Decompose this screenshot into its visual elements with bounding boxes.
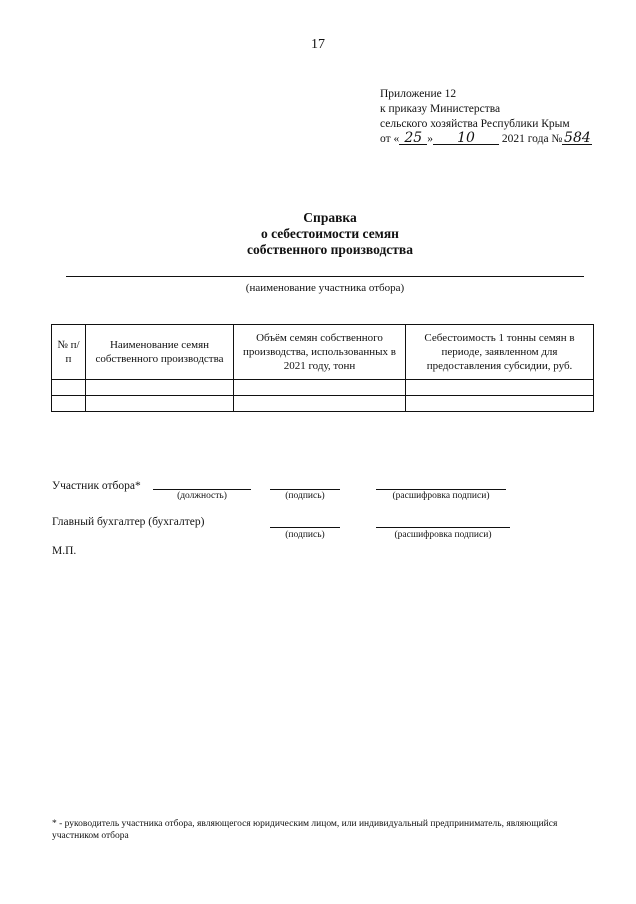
annex-line-2: к приказу Министерства [380,103,501,115]
page-number: 17 [311,37,325,52]
position-line [153,489,251,490]
participant-label: Участник отбора* [52,480,141,492]
table-cell [406,396,594,412]
title-line-3: собственного производства [247,242,413,257]
footnote: * - руководитель участника отбора, являющегося юридическим лицом, или индивидуальный предприниматель, являющийся участником отбора [52,819,558,841]
document-title [0,210,636,258]
table-cell [86,380,234,396]
table-cell [52,380,86,396]
accountant-decode-line [376,527,510,528]
table-row [52,380,594,396]
annex-line-1: Приложение 12 [380,88,457,100]
date-year: 2021 года № [501,133,563,145]
table-cell [52,396,86,412]
table-row [52,396,594,412]
table-cell [234,396,406,412]
decode-line [376,489,506,490]
position-caption: (должность) [177,491,227,501]
title-line-2: о себестоимости семян [261,226,399,241]
cost-table [51,324,594,412]
table-cell [406,380,594,396]
participant-name-line [66,276,584,277]
accountant-decode-caption: (расшифровка подписи) [394,530,492,540]
date-prefix: от « [380,133,400,145]
handwritten-day: 25 [399,132,427,145]
accountant-signature-caption: (подпись) [285,530,325,540]
table-cell [86,396,234,412]
seal-mark: М.П. [52,545,77,557]
annex-date-line [380,132,592,147]
annex-line-3: сельского хозяйства Республики Крым [380,118,570,130]
handwritten-month: 10 [433,132,499,145]
date-mid: » [427,133,433,145]
signature-caption: (подпись) [285,491,325,501]
table-cell [234,380,406,396]
handwritten-number: 584 [564,130,591,146]
decode-caption: (расшифровка подписи) [392,491,490,501]
header-volume: Объём семян собственного производства, использованных в 2021 году, тонн [234,325,406,380]
participant-name-hint: (наименование участника отбора) [245,282,405,294]
accountant-signature-line [270,527,340,528]
accountant-label: Главный бухгалтер (бухгалтер) [52,516,205,528]
header-number: № п/п [52,325,86,380]
table-header-row [52,325,594,380]
annex-block [380,87,592,147]
header-cost: Себестоимость 1 тонны семян в периоде, заявленном для предоставления субсидии, руб. [406,325,594,380]
signature-line [270,489,340,490]
title-line-1: Справка [303,210,357,225]
header-seed-name: Наименование семян собственного производства [86,325,234,380]
